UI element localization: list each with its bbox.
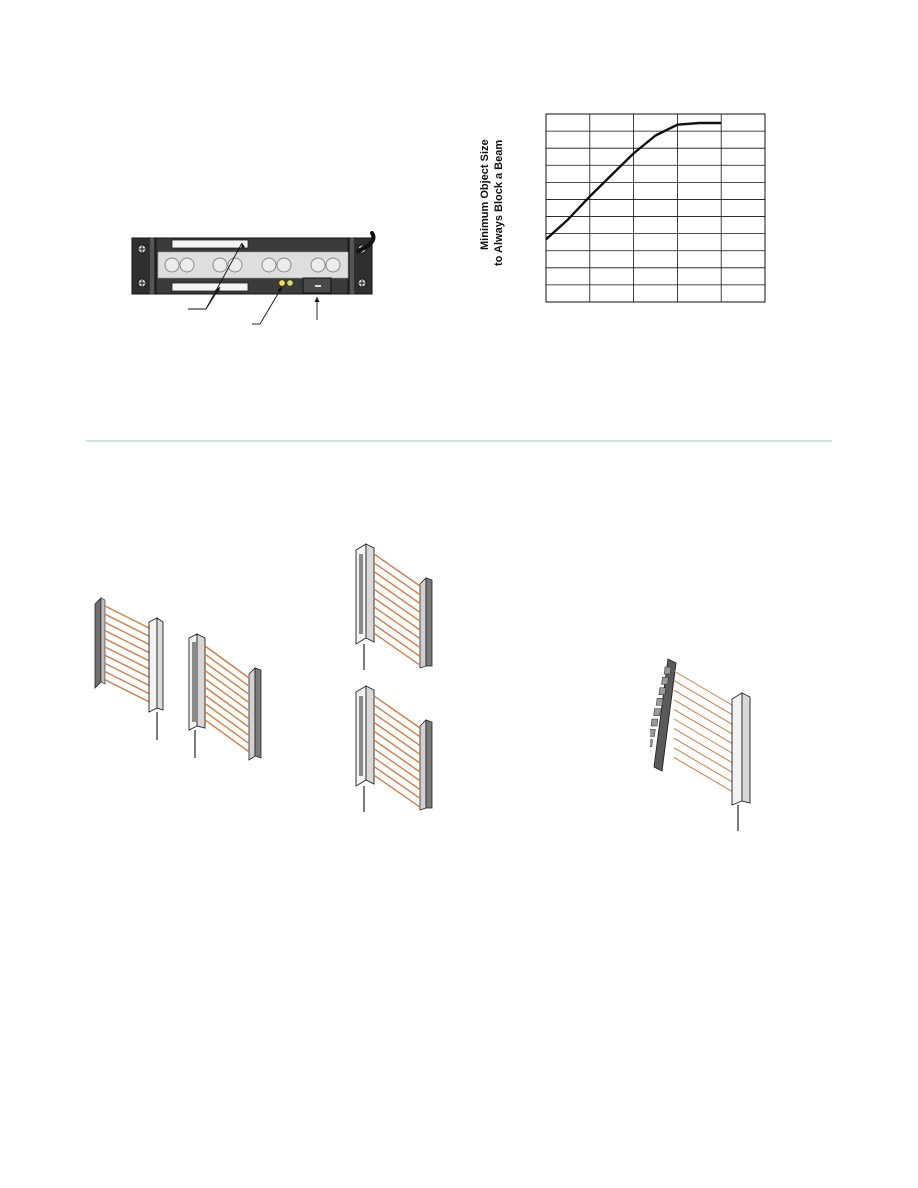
light-beam (205, 703, 249, 735)
light-beam (374, 714, 420, 746)
light-curtain-with-reflector-bottom (350, 680, 445, 815)
light-beam (374, 775, 420, 807)
light-beam (374, 624, 420, 656)
light-beam (205, 695, 249, 727)
array-cell (650, 729, 655, 736)
light-beam (374, 633, 420, 665)
chart-ylabel-line-2: to Always Block a Beam (493, 139, 505, 266)
array-cell (659, 688, 666, 695)
light-beam (205, 671, 249, 703)
object-size-chart (540, 110, 770, 306)
light-beam (205, 712, 249, 744)
light-beam (374, 598, 420, 630)
light-beam (674, 681, 732, 715)
light-beam (205, 687, 249, 719)
light-beam (374, 740, 420, 772)
light-beam (374, 758, 420, 790)
light-curtain-pair-illustration (85, 590, 275, 765)
light-beam (374, 749, 420, 781)
light-beam (674, 738, 732, 772)
light-beam (374, 607, 420, 639)
array-cell (654, 709, 661, 716)
section-divider (86, 440, 832, 442)
light-beam (374, 731, 420, 763)
array-cell (651, 719, 658, 726)
light-beam (674, 729, 732, 763)
light-beam (674, 748, 732, 782)
light-beam (374, 705, 420, 737)
light-beam (374, 580, 420, 612)
light-beam (674, 671, 732, 705)
light-beam (674, 719, 732, 753)
light-beam (374, 722, 420, 754)
chart-ylabel-line-1: Minimum Object Size (479, 139, 491, 250)
array-cell (664, 667, 671, 674)
light-beam (205, 646, 249, 678)
light-beam (674, 690, 732, 724)
light-curtain-with-reflector-top (350, 538, 445, 673)
sensor-front-panel-illustration (120, 225, 390, 340)
light-beam (374, 563, 420, 595)
light-beam (374, 589, 420, 621)
array-cell (656, 698, 663, 705)
light-beam (674, 700, 732, 734)
light-beam (205, 662, 249, 694)
light-beam (205, 654, 249, 686)
light-beam (374, 696, 420, 728)
light-beam (374, 554, 420, 586)
light-beam (374, 616, 420, 648)
light-beam (374, 572, 420, 604)
light-beam (205, 720, 249, 752)
light-beam (205, 679, 249, 711)
light-beam (374, 766, 420, 798)
array-cell (650, 740, 653, 747)
light-beam (674, 709, 732, 743)
light-beam (674, 757, 732, 791)
light-curtain-array-illustration (650, 655, 770, 835)
array-cell (662, 677, 669, 684)
